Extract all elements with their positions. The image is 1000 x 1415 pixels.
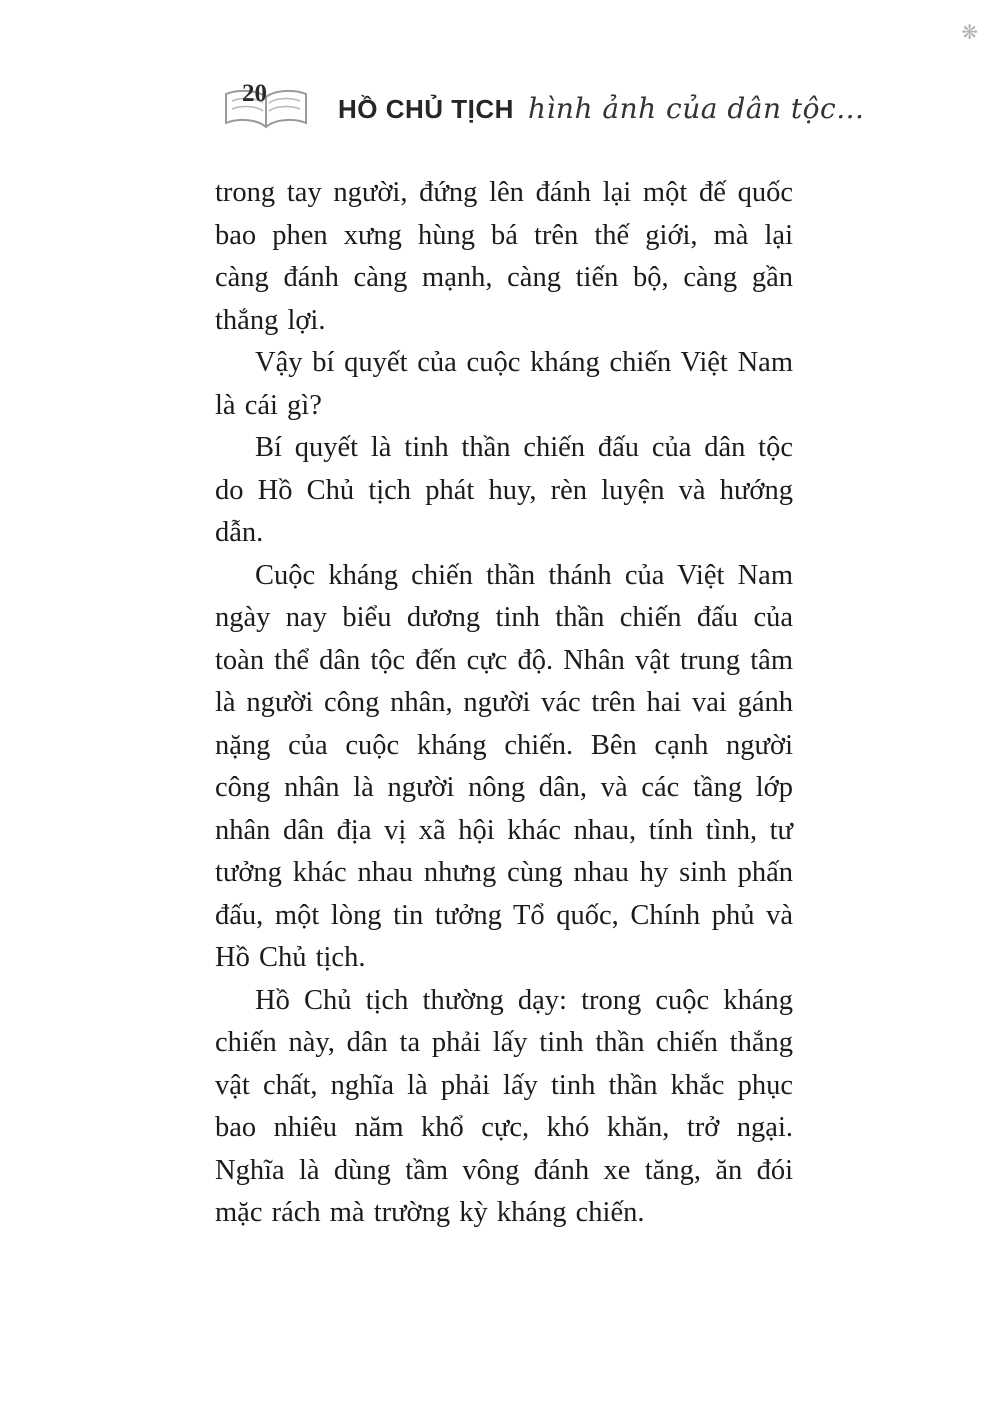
paragraph: Cuộc kháng chiến thần thánh của Việt Nam ngày nay biểu dương tinh thần chiến đấu của toàn thể dân tộc đến cực độ. Nhân vật trung tâm là người công nhân, người vác trên hai vai gánh nặng của cuộc kháng chiến. Bên cạnh người công nhân là người nông dân, và các tầng lớp nhân dân địa vị xã hội khác nhau, tính tình, tư tưởng khác nhau nhưng cùng nhau hy sinh phấn đấu, một lòng tin tưởng Tổ quốc, Chính phủ và Hồ Chủ tịch. — [215, 559, 793, 973]
page-number: 20 — [242, 80, 267, 107]
paragraph: Hồ Chủ tịch thường dạy: trong cuộc kháng chiến này, dân ta phải lấy tinh thần chiến thắng vật chất, nghĩa là phải lấy tinh thần khắc phục bao nhiêu năm khổ cực, khó khăn, trở ngại. Nghĩa là dùng tầm vông đánh xe tăng, ăn đói mặc rách mà trường kỳ kháng chiến. — [215, 984, 793, 1228]
book-title: HỒ CHỦ TỊCH — [338, 93, 514, 124]
book-logo-icon — [218, 82, 314, 134]
header-title-group — [338, 92, 864, 125]
paragraph: trong tay người, đứng lên đánh lại một đế quốc bao phen xưng hùng bá trên thế giới, mà lại càng đánh càng mạnh, càng tiến bộ, càng gần thắng lợi. — [215, 177, 793, 336]
page-body — [215, 172, 793, 1235]
corner-flower-icon: ❋ — [961, 20, 978, 44]
book-subtitle: hình ảnh của dân tộc... — [527, 91, 865, 125]
paragraph: Bí quyết là tinh thần chiến đấu của dân tộc do Hồ Chủ tịch phát huy, rèn luyện và hướng dẫn. — [215, 432, 793, 548]
paragraph: Vậy bí quyết của cuộc kháng chiến Việt Nam là cái gì? — [215, 347, 793, 421]
page-header — [218, 80, 865, 134]
